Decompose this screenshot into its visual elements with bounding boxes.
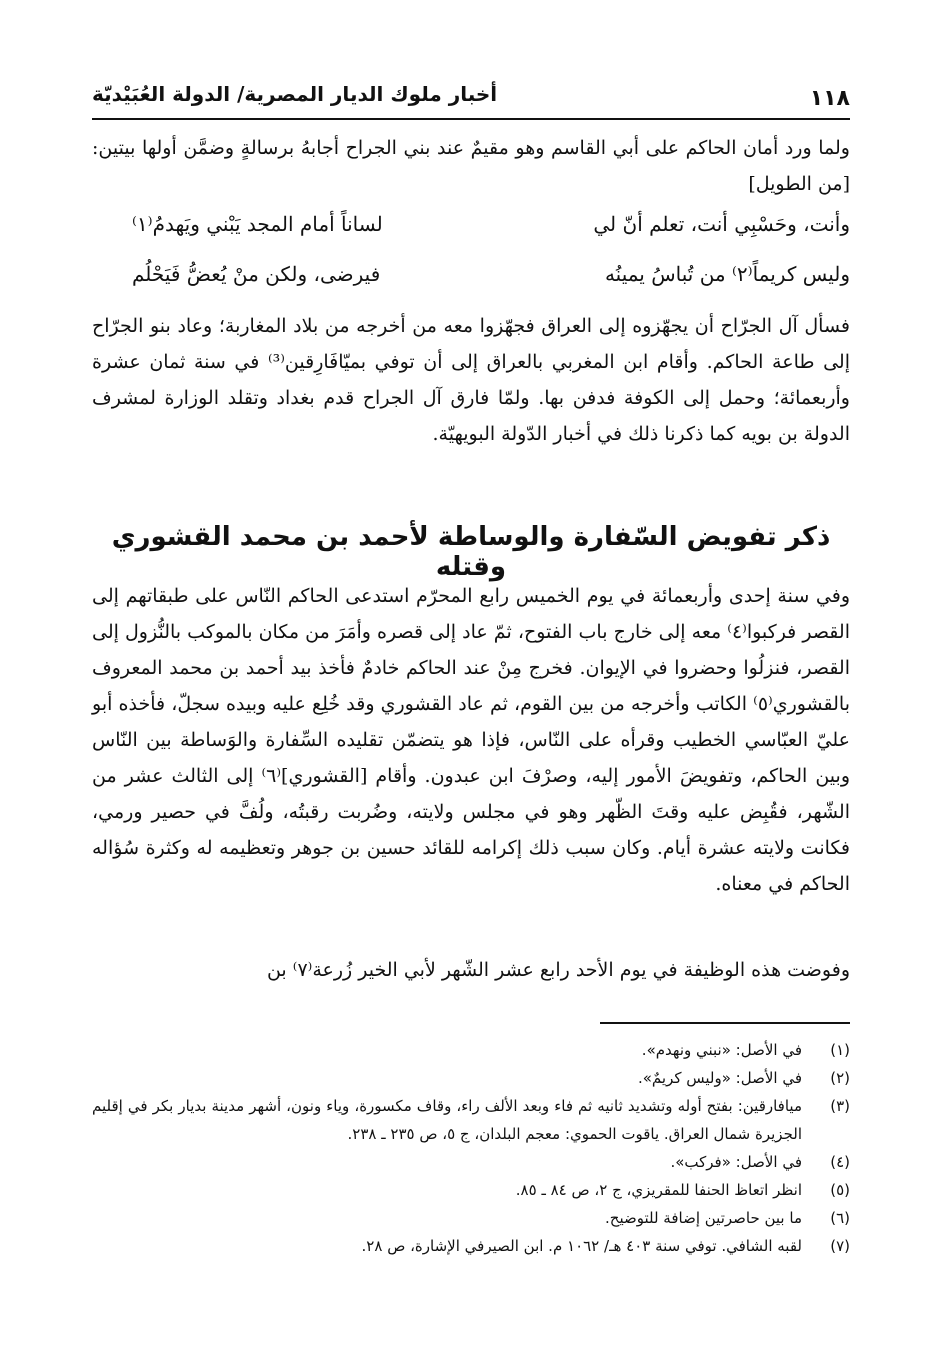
footnote-number: (٥) — [830, 1181, 850, 1199]
footnote-text: انظر اتعاظ الحنفا للمقريزي، ج ٢، ص ٨٤ ـ ٨٥. — [515, 1181, 802, 1199]
paragraph-intro: ولما ورد أمان الحاكم على أبي القاسم وهو مقيمٌ عند بني الجراح أجابهُ برسالةٍ وضمَّن أولها بيتين: [من الطويل] — [92, 137, 850, 195]
poem-hemistich-second: فيرضى، ولكن منْ يُعضُّ فَيَحْلُم — [132, 262, 381, 286]
footnote — [92, 1204, 850, 1232]
poem-verse — [92, 212, 850, 252]
poem-hemistich-first: وأنت، وحَسْبِي أنت، تعلم أنّ لي — [593, 212, 850, 236]
footnote-text: في الأصل: «فركب». — [670, 1153, 802, 1171]
footnote-number: (٢) — [830, 1069, 850, 1087]
paragraph-qashuri: وفي سنة إحدى وأربعمائة في يوم الخميس رابع المحرّم استدعى الحاكم النّاس على طبقاتهم إلى القصر فركبوا⁽٤⁾ معه إلى خارج باب الفتوح، ثمّ عاد إلى قصره وأمَرَ من مكان بالموكب بالنُّزول إلى القصر، فنزلُوا وحضروا في الإيوان. فخرج مِنْ عند الحاكم خادمٌ فأخذ بيد أحمد بن محمد المعروف بالقشوري⁽٥⁾ الكاتب وأخرجه من بين القوم، ثم عاد القشوري وقد خُلِع عليه وبيده سجلّ، فأخذه أبو عليّ العبّاسي الخطيب وقرأه على النّاس، فإذا هو يتضمّن تقليده السِّفارة والوَساطة بين النّاس وبين الحاكم، وتفويضَ الأمور إليه، وصرْفَ ابن عبدون. وأقام [القشوري]⁽٦⁾ إلى الثالث عشر من الشّهر، فقُبِض عليه وقتَ الظّهر وهو في مجلس ولايته، وضُربت رقبتُه، ولُفَّ في حصير ورمي، فكانت ولايته عشرة أيام. وكان سبب ذلك إكرامه للقائد حسين بن جوهر وتعظيمه له وكثرة سُؤاله الحاكم في معناه. — [92, 585, 850, 895]
poem-hemistich-second: لساناً أمام المجد يَبْني ويَهدمُ⁽١⁾ — [132, 212, 383, 236]
footnote-number: (٦) — [830, 1209, 850, 1227]
poem-verse — [92, 262, 850, 302]
page-number: ١١٨ — [809, 86, 850, 111]
footnote — [92, 1064, 850, 1092]
footnote-text: في الأصل: «وليس كريمٌ». — [637, 1069, 802, 1087]
footnote — [92, 1148, 850, 1176]
paragraph-jarrah: فسأل آل الجرّاح أن يجهّزوه إلى العراق فجهّزوا معه من أخرجه من بلاد المغاربة؛ وعاد بنو الجرّاح إلى طاعة الحاكم. وأقام ابن المغربي بالعراق إلى أن توفي بميّافَارِقين⁽³⁾ في سنة ثمان عشرة وأربعمائة؛ وحمل إلى الكوفة فدفن بها. ولمّا فارق آل الجراح قدم بغداد وتقلد الوزارة لمشرف الدولة بن بويه كما ذكرنا ذلك في أخبار الدّولة البويهيّة. — [92, 315, 851, 445]
footnote — [92, 1176, 850, 1204]
footnote-number: (٧) — [830, 1237, 850, 1255]
footnote — [92, 1232, 850, 1260]
footnote-number: (٣) — [830, 1097, 850, 1115]
footnotes — [92, 1036, 850, 1260]
footnote-divider — [600, 1022, 850, 1024]
page-header — [92, 72, 850, 120]
paragraph-zura: وفوضت هذه الوظيفة في يوم الأحد رابع عشر الشّهر لأبي الخير زُرعة⁽٧⁾ بن — [266, 959, 850, 981]
running-title: أخبار ملوك الديار المصرية/ الدولة العُبَيْديّة — [92, 82, 498, 106]
footnote-number: (٤) — [830, 1153, 850, 1171]
footnote — [92, 1036, 850, 1064]
section-heading: ذكر تفويض السّفارة والوساطة لأحمد بن محمد القشوري وقتله — [111, 522, 831, 582]
footnote-number: (١) — [830, 1041, 850, 1059]
footnote-text: في الأصل: «نبني ونهدم». — [641, 1041, 802, 1059]
footnote-text: ما بين حاصرتين إضافة للتوضيح. — [605, 1209, 802, 1227]
footnote-text: ميافارقين: بفتح أوله وتشديد ثانيه ثم فاء وبعد الألف راء، وقاف مكسورة، وياء ونون، أشهر مدينة بديار بكر في إقليم الجزيرة شمال العراق. ياقوت الحموي: معجم البلدان، ج ٥، ص ٢٣٥ ـ ٢٣٨. — [92, 1097, 802, 1143]
footnote-text: لقبه الشافي. توفي سنة ٤٠٣ هـ/ ١٠٦٢ م. ابن الصيرفي الإشارة، ص ٢٨. — [361, 1237, 802, 1255]
footnote — [92, 1092, 850, 1148]
poem-hemistich-first: وليس كريماً⁽٢⁾ من تُباسُ يمينُه — [604, 262, 850, 286]
